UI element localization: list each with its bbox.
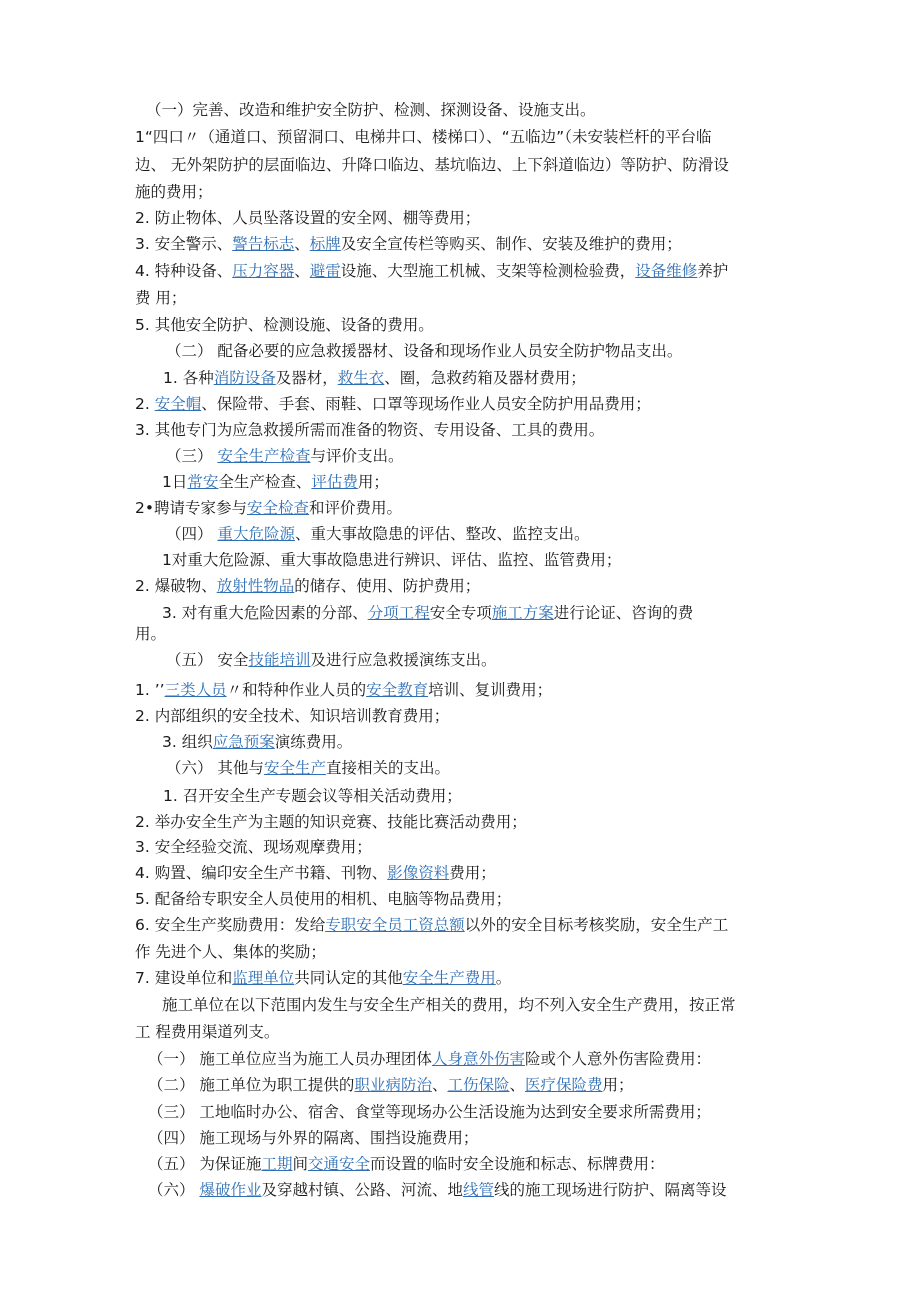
text-run: 施工单位在以下范围内发生与安全生产相关的费用，均不列入安全生产费用，按正常 — [162, 996, 736, 1014]
text-line — [148, 1049, 711, 1069]
text-line — [135, 498, 402, 518]
text-line — [135, 968, 511, 988]
hyperlink[interactable]: 监理单位 — [232, 969, 295, 987]
text-line — [135, 915, 728, 935]
text-run: 7. 建设单位和 — [135, 969, 233, 987]
text-run: （二） 配备必要的应急救援器材、设备和现场作业人员安全防护物品支出。 — [166, 342, 683, 360]
hyperlink[interactable]: 技能培训 — [248, 651, 311, 669]
text-run: 1. ’’ — [135, 681, 165, 699]
text-run: 用； — [357, 473, 389, 491]
text-run: 、 — [431, 1076, 448, 1094]
text-run: 而设置的临时安全设施和标志、标牌费用： — [369, 1155, 665, 1173]
hyperlink[interactable]: 设备维修 — [635, 262, 698, 280]
text-run: 1日 — [162, 473, 188, 491]
text-run: （一）完善、改造和维护安全防护、检测、探测设备、设施支出。 — [146, 101, 596, 119]
text-run: 的储存、使用、防护费用； — [294, 577, 481, 595]
text-run: 4. 特种设备、 — [135, 262, 233, 280]
hyperlink[interactable]: 警告标志 — [232, 235, 295, 253]
hyperlink[interactable]: 医疗保险费 — [525, 1076, 603, 1094]
hyperlink[interactable]: 施工方案 — [491, 604, 554, 622]
hyperlink[interactable]: 标牌 — [309, 235, 341, 253]
text-run: 2. 防止物体、人员坠落设置的安全网、棚等费用； — [135, 209, 481, 227]
text-line — [148, 1075, 634, 1095]
text-run: （六） 其他与 — [166, 759, 264, 777]
hyperlink[interactable]: 应急预案 — [212, 733, 275, 751]
hyperlink[interactable]: 专职安全员工资总额 — [325, 916, 465, 934]
text-run: （五） 安全 — [166, 651, 249, 669]
text-line — [166, 758, 450, 778]
text-run: 4. 购置、编印安全生产书籍、刊物、 — [135, 864, 388, 882]
hyperlink[interactable]: 重大危险源 — [217, 525, 295, 543]
hyperlink[interactable]: 安全教育 — [366, 681, 429, 699]
text-run: 工 程费用渠道列支。 — [135, 1023, 280, 1041]
text-run: 演练费用。 — [274, 733, 353, 751]
text-line — [135, 234, 682, 254]
text-run: 及器材， — [275, 369, 338, 387]
text-line — [135, 208, 480, 228]
text-line — [135, 812, 527, 832]
hyperlink[interactable]: 人身意外伤害 — [431, 1050, 525, 1068]
text-run: （四） — [166, 525, 218, 543]
text-run: （二） 施工单位为职工提供的 — [148, 1076, 355, 1094]
text-line — [146, 100, 596, 120]
hyperlink[interactable]: 线管 — [462, 1181, 494, 1199]
text-line — [135, 624, 166, 644]
text-run: 费 用； — [135, 289, 187, 307]
hyperlink[interactable]: 爆破作业 — [199, 1181, 262, 1199]
text-run: 3. 对有重大危险因素的分部、 — [162, 604, 368, 622]
hyperlink[interactable]: 职业病防治 — [354, 1076, 432, 1094]
text-line — [148, 1102, 711, 1122]
text-run: 设施、大型施工机械、支架等检测检验费， — [340, 262, 636, 280]
text-line — [162, 732, 352, 752]
text-run: 培训、复训费用； — [428, 681, 553, 699]
text-line — [135, 182, 213, 202]
text-line — [135, 315, 434, 335]
text-line — [166, 524, 589, 544]
text-run: 5. 配备给专职安全人员使用的相机、电脑等物品费用； — [135, 890, 512, 908]
text-run: 全生产检查、 — [218, 473, 312, 491]
hyperlink[interactable]: 安全生产 — [263, 759, 326, 777]
text-run: 安全专项 — [429, 604, 492, 622]
text-run: 2. 内部组织的安全技术、知识培训教育费用； — [135, 707, 450, 725]
hyperlink[interactable]: 安全帽 — [154, 395, 202, 413]
text-run: 2. 举办安全生产为主题的知识竞赛、技能比赛活动费用； — [135, 813, 527, 831]
text-line — [135, 837, 372, 857]
text-run: 以外的安全目标考核奖励，安全生产工 — [464, 916, 729, 934]
text-line — [163, 786, 462, 806]
text-line — [166, 341, 682, 361]
text-run: 及穿越村镇、公路、河流、地 — [261, 1181, 463, 1199]
text-run: 2. — [135, 395, 155, 413]
text-run: 1对重大危险源、重大事故隐患进行辨识、评估、监控、监管费用； — [162, 551, 622, 569]
text-run: 险或个人意外伤害险费用： — [524, 1050, 711, 1068]
text-line — [163, 368, 586, 388]
text-run: 1. 召开安全生产专题会议等相关活动费用； — [163, 787, 462, 805]
text-run: 、 — [294, 262, 310, 280]
text-run: 养护 — [697, 262, 729, 280]
text-run: 费用； — [449, 864, 496, 882]
hyperlink[interactable]: 常安 — [187, 473, 219, 491]
text-line — [135, 576, 480, 596]
hyperlink[interactable]: 救生衣 — [337, 369, 385, 387]
hyperlink[interactable]: 安全生产费用 — [402, 969, 496, 987]
text-run: 、 — [294, 235, 310, 253]
text-run: （三） 工地临时办公、宿舍、食堂等现场办公生活设施为达到安全要求所需费用； — [148, 1103, 711, 1121]
hyperlink[interactable]: 三类人员 — [164, 681, 227, 699]
text-line — [162, 472, 389, 492]
text-line — [166, 446, 403, 466]
text-run: 及进行应急救援演练支出。 — [310, 651, 497, 669]
text-run: （六） — [148, 1181, 200, 1199]
hyperlink[interactable]: 放射性物品 — [216, 577, 295, 595]
text-run: 线的施工现场进行防护、隔离等设 — [493, 1181, 727, 1199]
text-line — [135, 420, 604, 440]
text-run: （四） 施工现场与外界的隔离、围挡设施费用； — [148, 1129, 479, 1147]
text-run: 及安全宣传栏等购买、制作、安装及维护的费用； — [340, 235, 682, 253]
text-run: 2. 爆破物、 — [135, 577, 217, 595]
text-run: 、圈，急救药箱及器材费用； — [384, 369, 586, 387]
text-run: 1. 各种 — [163, 369, 214, 387]
text-line — [135, 288, 186, 308]
hyperlink[interactable]: 安全生产检查 — [217, 447, 311, 465]
text-run: 、重大事故隐患的评估、整改、监控支出。 — [294, 525, 590, 543]
text-line — [135, 127, 711, 147]
text-line — [166, 650, 496, 670]
text-line — [135, 863, 496, 883]
text-run: （一） 施工单位应当为施工人员办理团体 — [148, 1050, 432, 1068]
text-run: 、保险带、手套、雨鞋、口罩等现场作业人员安全防护用品费用； — [201, 395, 651, 413]
text-line — [148, 1128, 478, 1148]
text-run: 间 — [292, 1155, 308, 1173]
text-line — [135, 261, 728, 281]
text-run: 用。 — [135, 625, 167, 643]
hyperlink[interactable]: 工期 — [261, 1155, 293, 1173]
text-line — [162, 603, 693, 623]
text-line — [135, 889, 511, 909]
text-line — [148, 1154, 665, 1174]
text-run: 2•聘请专家参与 — [135, 499, 248, 517]
text-run: （三） — [166, 447, 218, 465]
text-run: 和评价费用。 — [309, 499, 403, 517]
text-run: 〃和特种作业人员的 — [226, 681, 367, 699]
text-line — [135, 155, 729, 175]
text-line — [135, 1022, 279, 1042]
text-run: 边、 无外架防护的层面临边、升降口临边、基坑临边、上下斜道临边）等防护、防滑设 — [135, 156, 729, 174]
hyperlink[interactable]: 交通安全 — [307, 1155, 370, 1173]
hyperlink[interactable]: 分项工程 — [367, 604, 430, 622]
text-line — [162, 550, 621, 570]
text-run: 直接相关的支出。 — [325, 759, 450, 777]
text-run: 3. 安全警示、 — [135, 235, 233, 253]
text-run: 3. 安全经验交流、现场观摩费用； — [135, 838, 372, 856]
text-line — [148, 1180, 727, 1200]
text-run: 5. 其他安全防护、检测设施、设备的费用。 — [135, 316, 434, 334]
hyperlink[interactable]: 评估费 — [311, 473, 358, 491]
text-run: 与评价支出。 — [310, 447, 404, 465]
text-run: 1“四口〃（通道口、预留洞口、电梯井口、楼梯口）、“五临边”（未安装栏杆的平台临 — [135, 128, 712, 146]
text-line — [135, 680, 552, 700]
hyperlink[interactable]: 压力容器 — [232, 262, 295, 280]
text-line — [135, 706, 449, 726]
text-run: 。 — [495, 969, 512, 987]
text-line — [135, 942, 326, 962]
hyperlink[interactable]: 安全检查 — [247, 499, 310, 517]
text-line — [162, 995, 736, 1015]
text-run: 、 — [509, 1076, 525, 1094]
text-run: （五） 为保证施 — [148, 1155, 262, 1173]
text-run: 作 先进个人、集体的奖励； — [135, 943, 326, 961]
text-run: 进行论证、咨询的费 — [553, 604, 694, 622]
text-line — [135, 394, 651, 414]
hyperlink[interactable]: 影像资料 — [387, 864, 450, 882]
hyperlink[interactable]: 避雷 — [309, 262, 341, 280]
hyperlink[interactable]: 工伤保险 — [447, 1076, 510, 1094]
text-run: 6. 安全生产奖励费用：发给 — [135, 916, 326, 934]
text-run: 3. 组织 — [162, 733, 213, 751]
text-run: 共同认定的其他 — [294, 969, 403, 987]
text-run: 3. 其他专门为应急救援所需而准备的物资、专用设备、工具的费用。 — [135, 421, 605, 439]
text-run: 用； — [602, 1076, 634, 1094]
text-run: 施的费用； — [135, 183, 213, 201]
hyperlink[interactable]: 消防设备 — [213, 369, 276, 387]
